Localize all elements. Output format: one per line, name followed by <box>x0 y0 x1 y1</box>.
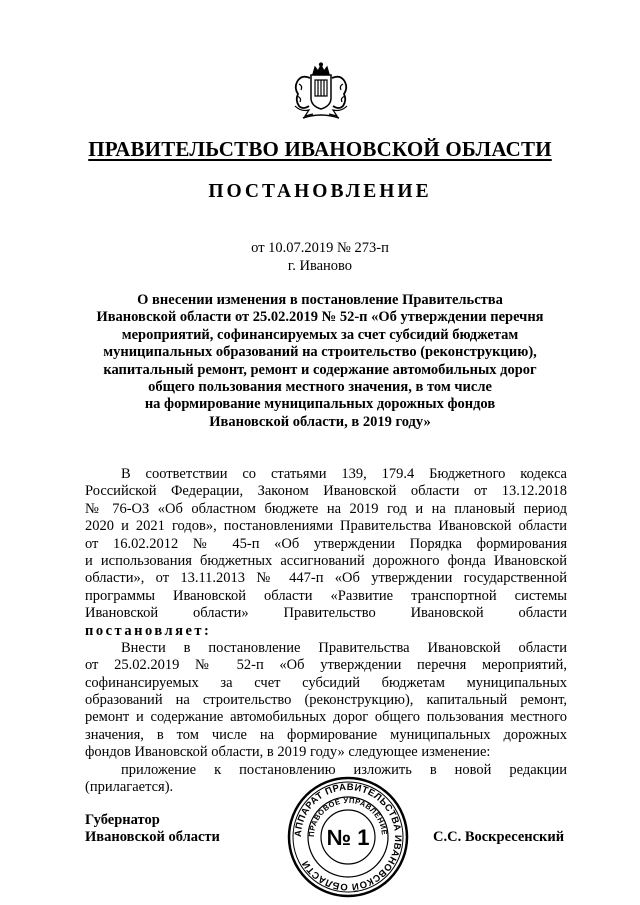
body-line: 2020 и 2021 годов», постановлениями Правительства Ивановской области <box>85 518 567 535</box>
resolution-word: постановляет: <box>85 622 212 639</box>
body-line: приложение к постановлению изложить в новой редакции <box>121 761 567 778</box>
signer-name: С.С. Воскресенский <box>433 829 565 845</box>
subject-line: О внесении изменения в постановление Правительства <box>137 292 503 308</box>
document-subject <box>60 292 580 431</box>
government-name <box>0 137 640 162</box>
body-line: от 25.02.2019 № 52-п «Об утверждении перечня мероприятий, <box>85 657 567 674</box>
subject-line: общего пользования местного значения, в том числе <box>148 379 492 396</box>
subject-line: мероприятий, софинансируемых за счет субсидий бюджетам <box>121 326 519 343</box>
body-line: софинансируемых за счет субсидий бюджетам муниципальных <box>85 674 567 691</box>
subject-line: Ивановской области от 25.02.2019 № 52-п «Об утверждении перечня <box>96 309 544 326</box>
document-type: ПОСТАНОВЛЕНИЕ <box>208 181 432 202</box>
signer-position <box>85 812 220 847</box>
city: г. Иваново <box>287 258 353 274</box>
body-line: (прилагается). <box>85 779 174 796</box>
body-line: Ивановской области» Правительство Ивановской области <box>85 605 567 622</box>
subject-line: на формирование муниципальных дорожных фондов <box>144 396 496 413</box>
subject-line: капитальный ремонт, ремонт и содержание автомобильных дорог <box>103 361 537 378</box>
body-line: Внести в постановление Правительства Ивановской области <box>121 639 567 656</box>
body-line: и использования бюджетных ассигнований дорожного фонда Ивановской <box>85 552 567 569</box>
body-line: № 76-ОЗ «Об областном бюджете на 2019 год и на плановый период <box>85 500 567 517</box>
stamp-number: № 1 <box>326 825 370 850</box>
stamp-inner-text: ПРАВОВОЕ УПРАВЛЕНИЕ <box>306 795 390 838</box>
document-body <box>85 466 567 796</box>
body-line: программы Ивановской области «Развитие транспортной системы <box>85 587 567 604</box>
stamp-outer-text: АППАРАТ ПРАВИТЕЛЬСТВА ИВАНОВСКОЙ ОБЛАСТИ <box>292 781 404 893</box>
body-line: от 16.02.2012 № 45-п «Об утверждении Порядка формирования <box>85 535 567 552</box>
body-line: образований на строительство (реконструкцию), капитальный ремонт, <box>85 692 567 709</box>
body-line: Российской Федерации, Законом Ивановской области от 13.12.2018 <box>85 483 567 500</box>
signer-position-line: Ивановской области <box>85 829 220 846</box>
signer-position-line: Губернатор <box>85 812 160 828</box>
official-stamp <box>287 776 409 898</box>
subject-line: Ивановской области, в 2019 году» <box>209 413 431 430</box>
coat-of-arms-icon <box>289 62 353 122</box>
body-line: области», от 13.11.2013 № 447-п «Об утверждении государственной <box>85 570 567 587</box>
document-meta <box>0 239 640 275</box>
government-name-text: ПРАВИТЕЛЬСТВО ИВАНОВСКОЙ ОБЛАСТИ <box>88 137 552 161</box>
subject-line: муниципальных образований на строительство (реконструкцию), <box>103 344 537 361</box>
body-line: фондов Ивановской области, в 2019 году» следующее изменение: <box>85 744 491 761</box>
body-line: ремонт и содержание автомобильных дорог общего пользования местного <box>85 709 567 726</box>
date-number: от 10.07.2019 № 273-п <box>251 240 389 256</box>
body-line: значения, в том числе на формирование муниципальных дорожных <box>85 726 567 743</box>
body-line: В соответствии со статьями 139, 179.4 Бюджетного кодекса <box>121 466 567 482</box>
